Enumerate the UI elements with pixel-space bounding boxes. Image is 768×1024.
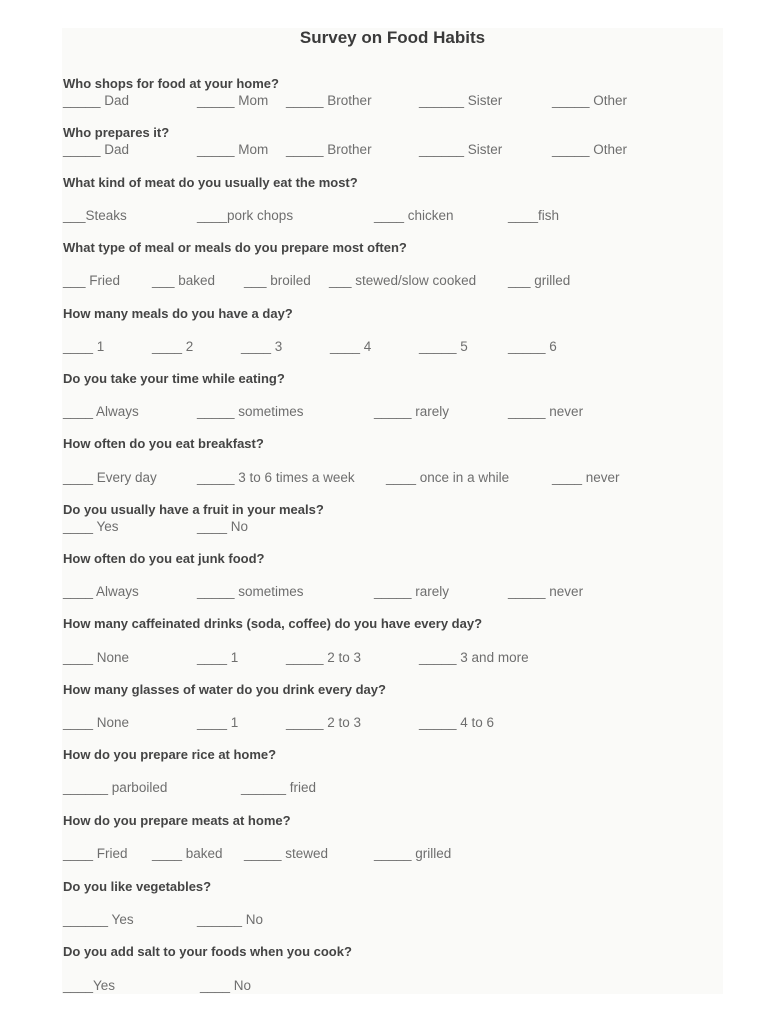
answer-options-row bbox=[0, 93, 768, 109]
answer-options-row bbox=[0, 912, 768, 928]
question-text: Do you usually have a fruit in your meals? bbox=[63, 502, 324, 517]
answer-options-row bbox=[0, 208, 768, 224]
answer-option[interactable]: ____ Fried bbox=[63, 846, 128, 861]
answer-option[interactable]: ____ Always bbox=[63, 404, 139, 419]
answer-options-row bbox=[0, 846, 768, 862]
answer-options-row bbox=[0, 780, 768, 796]
question-text: What type of meal or meals do you prepare most often? bbox=[63, 240, 407, 255]
answer-option[interactable]: ______ Sister bbox=[419, 93, 503, 108]
answer-option[interactable]: _____ Dad bbox=[63, 142, 130, 157]
question-text: How many caffeinated drinks (soda, coffee) do you have every day? bbox=[63, 616, 483, 631]
answer-option[interactable]: _____ 2 to 3 bbox=[286, 650, 362, 665]
answer-options-row bbox=[0, 584, 768, 600]
answer-options-row bbox=[0, 142, 768, 158]
answer-option[interactable]: _____ rarely bbox=[374, 404, 450, 419]
answer-option[interactable]: _____ Other bbox=[552, 93, 628, 108]
answer-options-row bbox=[0, 339, 768, 355]
answer-option[interactable]: ____ Every day bbox=[63, 470, 157, 485]
answer-option[interactable]: ____ None bbox=[63, 715, 130, 730]
answer-option[interactable]: _____ 3 and more bbox=[419, 650, 529, 665]
answer-option[interactable]: ____ 4 bbox=[330, 339, 372, 354]
answer-option[interactable]: ______ Yes bbox=[63, 912, 134, 927]
answer-option[interactable]: _____ grilled bbox=[374, 846, 452, 861]
question-text: Do you like vegetables? bbox=[63, 879, 212, 894]
answer-option[interactable]: ____ chicken bbox=[374, 208, 454, 223]
answer-option[interactable]: ____Yes bbox=[63, 978, 116, 993]
answer-option[interactable]: ____ baked bbox=[152, 846, 223, 861]
question-text: Who prepares it? bbox=[63, 125, 170, 140]
question-text: Do you take your time while eating? bbox=[63, 371, 285, 386]
question-text: What kind of meat do you usually eat the most? bbox=[63, 175, 358, 190]
page-title: Survey on Food Habits bbox=[299, 28, 486, 47]
question-text: How many glasses of water do you drink every day? bbox=[63, 682, 386, 697]
answer-option[interactable]: ____ 1 bbox=[197, 650, 239, 665]
answer-options-row bbox=[0, 519, 768, 535]
answer-option[interactable]: _____ Mom bbox=[197, 142, 269, 157]
answer-option[interactable]: _____ rarely bbox=[374, 584, 450, 599]
question-text: Who shops for food at your home? bbox=[63, 76, 279, 91]
question-text: How often do you eat breakfast? bbox=[63, 436, 264, 451]
answer-option[interactable]: ____ 1 bbox=[197, 715, 239, 730]
answer-option[interactable]: ___ Fried bbox=[63, 273, 121, 288]
answer-option[interactable]: _____ Dad bbox=[63, 93, 130, 108]
answer-option[interactable]: ____ 1 bbox=[63, 339, 105, 354]
answer-option[interactable]: _____ Other bbox=[552, 142, 628, 157]
answer-option[interactable]: ____ 3 bbox=[241, 339, 283, 354]
question-text: How many meals do you have a day? bbox=[63, 306, 293, 321]
answer-option[interactable]: _____ never bbox=[508, 404, 584, 419]
question-text: How do you prepare rice at home? bbox=[63, 747, 277, 762]
answer-option[interactable]: ___ grilled bbox=[508, 273, 571, 288]
answer-option[interactable]: ____fish bbox=[508, 208, 560, 223]
answer-option[interactable]: _____ stewed bbox=[244, 846, 329, 861]
answer-option[interactable]: _____ 3 to 6 times a week bbox=[197, 470, 355, 485]
answer-option[interactable]: _____ never bbox=[508, 584, 584, 599]
answer-option[interactable]: _____ Brother bbox=[286, 93, 372, 108]
answer-option[interactable]: ______ fried bbox=[241, 780, 317, 795]
answer-option[interactable]: ____ once in a while bbox=[386, 470, 510, 485]
question-text: Do you add salt to your foods when you cook? bbox=[63, 944, 352, 959]
answer-option[interactable]: _____ sometimes bbox=[197, 584, 304, 599]
answer-option[interactable]: ____ never bbox=[552, 470, 620, 485]
answer-option[interactable]: _____ Brother bbox=[286, 142, 372, 157]
answer-option[interactable]: ______ No bbox=[197, 912, 264, 927]
answer-option[interactable]: ____ 2 bbox=[152, 339, 194, 354]
answer-options-row bbox=[0, 715, 768, 731]
answer-options-row bbox=[0, 404, 768, 420]
answer-option[interactable]: _____ sometimes bbox=[197, 404, 304, 419]
answer-options-row bbox=[0, 978, 768, 994]
answer-options-row bbox=[0, 650, 768, 666]
answer-option[interactable]: ____ None bbox=[63, 650, 130, 665]
answer-option[interactable]: ___Steaks bbox=[63, 208, 127, 223]
answer-option[interactable]: _____ 6 bbox=[508, 339, 557, 354]
answer-option[interactable]: ___ stewed/slow cooked bbox=[329, 273, 477, 288]
answer-option[interactable]: ____ No bbox=[197, 519, 249, 534]
answer-option[interactable]: _____ 2 to 3 bbox=[286, 715, 362, 730]
answer-option[interactable]: _____ 5 bbox=[419, 339, 468, 354]
question-text: How do you prepare meats at home? bbox=[63, 813, 291, 828]
answer-option[interactable]: ______ Sister bbox=[419, 142, 503, 157]
answer-option[interactable]: _____ Mom bbox=[197, 93, 269, 108]
answer-option[interactable]: ___ broiled bbox=[244, 273, 311, 288]
answer-option[interactable]: ____ No bbox=[200, 978, 252, 993]
answer-option[interactable]: _____ 4 to 6 bbox=[419, 715, 495, 730]
answer-option[interactable]: ___ baked bbox=[152, 273, 216, 288]
answer-option[interactable]: ____ Yes bbox=[63, 519, 119, 534]
answer-option[interactable]: ____pork chops bbox=[197, 208, 294, 223]
answer-options-row bbox=[0, 273, 768, 289]
answer-options-row bbox=[0, 470, 768, 486]
question-text: How often do you eat junk food? bbox=[63, 551, 265, 566]
answer-option[interactable]: ______ parboiled bbox=[63, 780, 168, 795]
answer-option[interactable]: ____ Always bbox=[63, 584, 139, 599]
